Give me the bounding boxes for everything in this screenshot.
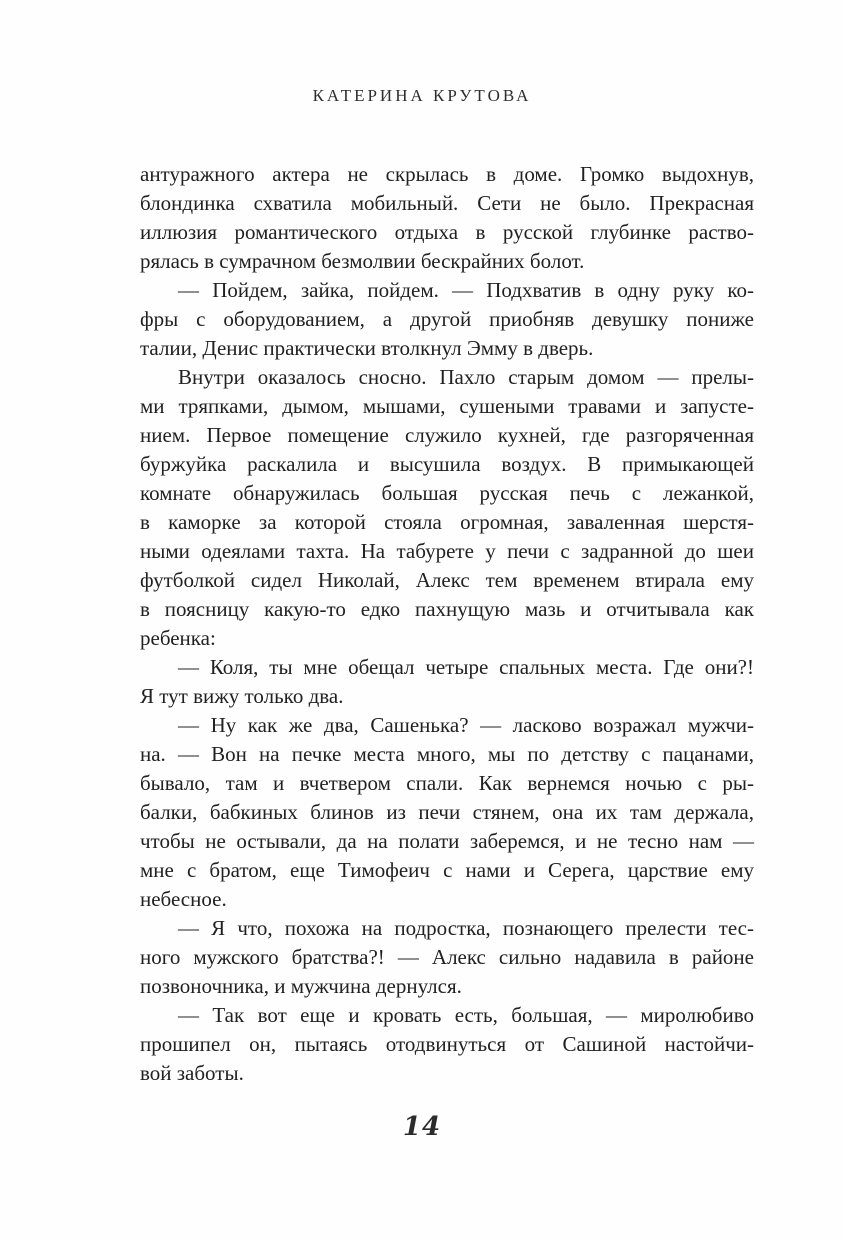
page-number: 14 xyxy=(402,1112,442,1142)
text-line: буржуйка раскалила и высушила воздух. В примыкающей xyxy=(140,452,754,476)
running-header-author: КАТЕРИНА КРУТОВА xyxy=(312,86,532,105)
text-line: чтобы не остывали, да на полати заберемся, и не тесно нам — xyxy=(140,829,754,853)
paragraph xyxy=(140,363,754,653)
text-line: Внутри оказалось сносно. Пахло старым домом — прелы- xyxy=(178,365,754,389)
text-line: балки, бабкиных блинов из печи стянем, она их там держала, xyxy=(140,800,754,824)
text-line: ми тряпками, дымом, мышами, сушеными травами и запусте- xyxy=(140,394,754,418)
text-line: — Так вот еще и кровать есть, большая, — миролюбиво xyxy=(178,1003,754,1027)
text-line: ными одеялами тахта. На табурете у печи с задранной до шеи xyxy=(140,539,754,563)
text-line: футболкой сидел Николай, Алекс тем временем втирала ему xyxy=(140,568,754,592)
text-line: рялась в сумрачном безмолвии бескрайних болот. xyxy=(140,249,585,273)
text-line: прошипел он, пытаясь отодвинуться от Сашиной настойчи- xyxy=(140,1032,754,1056)
text-line: фры с оборудованием, а другой приобняв девушку пониже xyxy=(140,307,754,331)
text-line: в поясницу какую-то едко пахнущую мазь и отчитывала как xyxy=(140,597,754,621)
text-block xyxy=(140,160,754,1088)
running-header xyxy=(0,86,844,106)
text-line: бывало, там и вчетвером спали. Как вернемся ночью с ры- xyxy=(140,771,754,795)
text-line: ного мужского братства?! — Алекс сильно надавила в районе xyxy=(140,945,754,969)
page-footer xyxy=(0,1112,844,1142)
paragraph xyxy=(140,653,754,711)
paragraph xyxy=(140,711,754,914)
paragraph xyxy=(140,914,754,1001)
text-line: — Ну как же два, Сашенька? — ласково возражал мужчи- xyxy=(178,713,754,737)
text-line: блондинка схватила мобильный. Сети не было. Прекрасная xyxy=(140,191,754,215)
text-line: небесное. xyxy=(140,887,227,911)
text-line: позвоночника, и мужчина дернулся. xyxy=(140,974,462,998)
text-line: — Коля, ты мне обещал четыре спальных места. Где они?! xyxy=(178,655,754,679)
text-line: — Пойдем, зайка, пойдем. — Подхватив в одну руку ко- xyxy=(178,278,754,302)
text-line: талии, Денис практически втолкнул Эмму в дверь. xyxy=(140,336,594,360)
text-line: мне с братом, еще Тимофеич с нами и Серега, царствие ему xyxy=(140,858,754,882)
text-line: антуражного актера не скрылась в доме. Громко выдохнув, xyxy=(140,162,754,186)
text-line: в каморке за которой стояла огромная, заваленная шерстя- xyxy=(140,510,754,534)
text-line: ребенка: xyxy=(140,626,216,650)
paragraph xyxy=(140,1001,754,1088)
paragraph xyxy=(140,276,754,363)
text-line: вой заботы. xyxy=(140,1061,244,1085)
text-line: Я тут вижу только два. xyxy=(140,684,344,708)
text-line: нием. Первое помещение служило кухней, где разгоряченная xyxy=(140,423,754,447)
text-line: на. — Вон на печке места много, мы по детству с пацанами, xyxy=(140,742,754,766)
paragraph xyxy=(140,160,754,276)
text-line: комнате обнаружилась большая русская печь с лежанкой, xyxy=(140,481,754,505)
text-line: иллюзия романтического отдыха в русской глубинке раство- xyxy=(140,220,754,244)
text-line: — Я что, похожа на подростка, познающего прелести тес- xyxy=(178,916,754,940)
